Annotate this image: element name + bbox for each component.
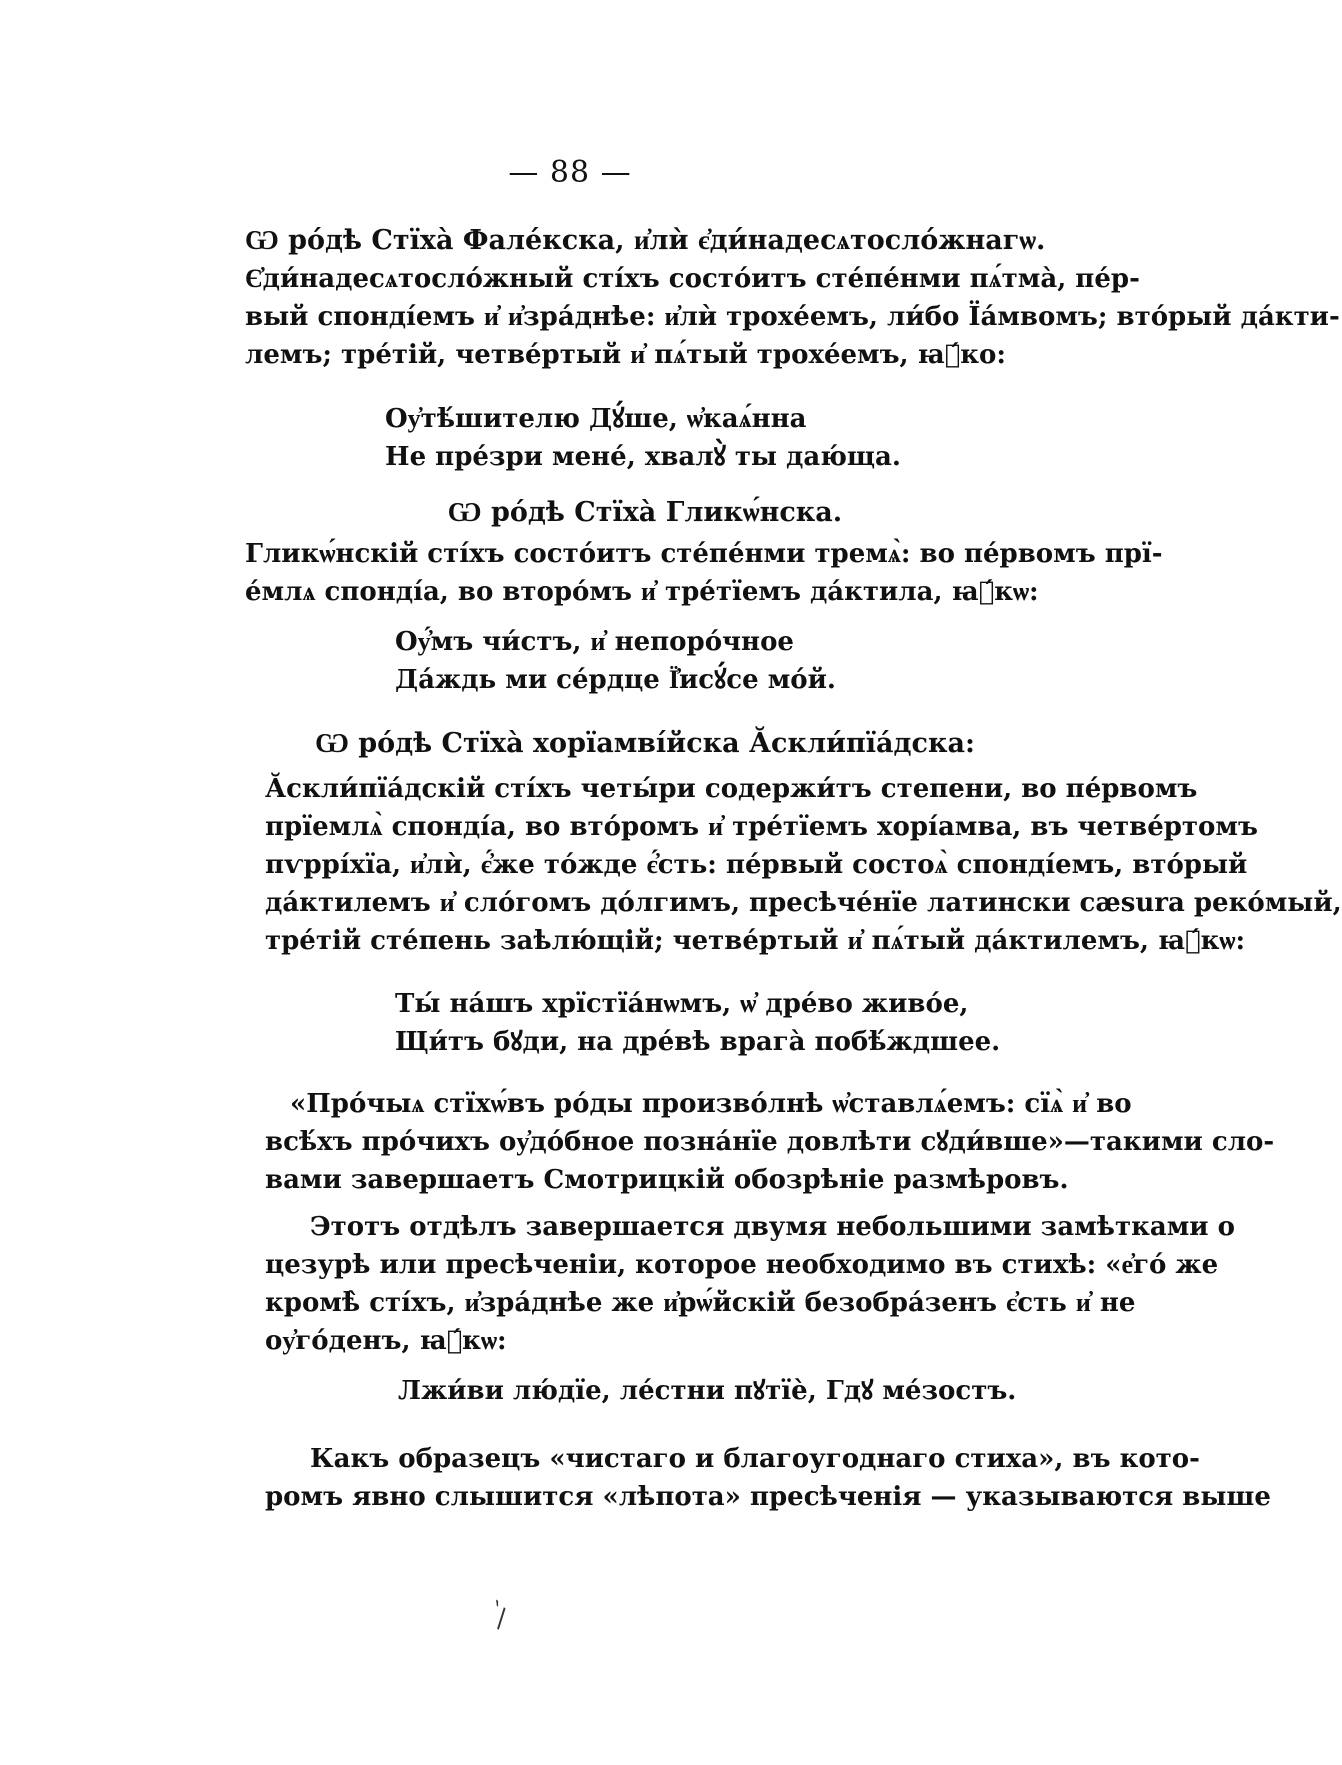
verse-example-caesura xyxy=(398,1372,1016,1410)
text-line: Этотъ отдѣлъ завершается двумя небольшими замѣтками о xyxy=(310,1212,1235,1242)
text-line: ромъ явно слышится «лѣпота» пресѣченія — указываются выше xyxy=(265,1482,1271,1512)
text-line: вый спонді́емъ и҆ и҆зра́днѣе: и҆лѝ трохе́емъ, ли́бо Їа́мвомъ; вто́рый да́кти- xyxy=(245,302,1340,332)
section-heading-glyconic: Ѡ ро́дѣ Стїха̀ Гликѡ́нска. xyxy=(447,497,843,528)
verse-line: Ты́ на́шъ хрїстїа́нѡмъ, ѡ҆ дре́во живо́е, xyxy=(395,989,969,1019)
text-line: кромѣ̀ сті́хъ, и҆зра́днѣе же и҆рѡ́йскій безобра́зенъ є҆сть и҆ не xyxy=(265,1288,1136,1318)
verse-line: Щи́тъ бꙋди, на дре́вѣ врага̀ побѣ́ждшее. xyxy=(395,1027,1001,1057)
text-line: прїемлѧ̀ спонді́а, во вто́ромъ и҆ тре́тїемъ хорі́амва, въ четве́ртомъ xyxy=(265,812,1258,842)
section-heading-falecian: Ѡ ро́дѣ Стїха̀ Фале́кска, и҆лѝ є҆ди́надесѧтосло́жнагѡ. xyxy=(245,225,1046,256)
stray-ink-mark: ˋ\ xyxy=(478,1596,514,1634)
text-line: всѣ́хъ про́чихъ оу҆до́бное позна́нїе довлѣти сꙋди́вше»—такими сло- xyxy=(265,1127,1275,1157)
verse-line: Оу҆тѣ́шителю Дꙋ́ше, ѡ҆каѧ́нна xyxy=(385,404,807,434)
paragraph-falecian xyxy=(245,260,1340,374)
paragraph-asclepiad xyxy=(265,770,1342,960)
text-line: е́млѧ спонді́а, во второ́мъ и҆ тре́тїемъ да́ктила, ꙗ҆́кѡ: xyxy=(245,577,1039,607)
verse-example-glyconic xyxy=(395,623,836,699)
text-line: Є҆ди́надесѧтосло́жный сті́хъ состо́итъ сте́пе́нми пѧ́тма̀, пе́р- xyxy=(245,264,1140,294)
text-line: Какъ образецъ «чистаго и благоугоднаго стиха», въ кото- xyxy=(310,1444,1200,1474)
text-line: Ӑскли́пїа́дскій сті́хъ четы́ри содержи́тъ степени, во пе́рвомъ xyxy=(265,774,1198,804)
text-line: тре́тій сте́пень заѣлю́щій; четве́ртый и҆ пѧ́тый да́ктилемъ, ꙗ҆́кѡ: xyxy=(265,926,1246,956)
paragraph-glyconic xyxy=(245,535,1163,611)
verse-example-falecian xyxy=(385,400,901,476)
text-line: да́ктилемъ и҆ сло́гомъ до́лгимъ, пресѣче́нїе латински cæsura реко́мый, xyxy=(265,888,1342,918)
text-line: вами завершаетъ Смотрицкій обозрѣніе размѣровъ. xyxy=(265,1165,1069,1195)
commentary-paragraph-2 xyxy=(265,1208,1235,1360)
text-line: «Про́чыѧ стїхѡ́въ ро́ды произво́лнѣ ѡ҆ставлѧ́емъ: сїѧ̀ и҆ во xyxy=(290,1089,1132,1119)
page-number: — 88 — xyxy=(508,155,632,190)
text-line: оу҆го́денъ, ꙗ҆́кѡ: xyxy=(265,1326,507,1356)
verse-line: Лжи́ви лю́дїе, ле́стни пꙋтїѐ, Гдꙋ ме́зостъ. xyxy=(398,1376,1017,1406)
text-line: лемъ; тре́тій, четве́ртый и҆ пѧ́тый трохе́емъ, ꙗ҆́ко: xyxy=(245,340,1006,370)
verse-line: Да́ждь ми се́рдце Ї҆исꙋ́се мо́й. xyxy=(395,665,836,695)
commentary-paragraph-1 xyxy=(265,1085,1275,1199)
commentary-paragraph-3 xyxy=(265,1440,1271,1516)
text-line: цезурѣ или пресѣченіи, которое необходимо въ стихѣ: «е҆го́ же xyxy=(265,1250,1219,1280)
verse-line: Оу҆́мъ чи́стъ, и҆ непоро́чное xyxy=(395,627,794,657)
verse-line: Не пре́зри мене́, хвалꙋ̀ ты даю́ща. xyxy=(385,442,901,472)
text-line: пѵррі́хїа, и҆лѝ, є҆́же то́жде є҆́сть: пе́рвый состоѧ̀ спонді́емъ, вто́рый xyxy=(265,850,1248,880)
section-heading-asclepiad: Ѡ ро́дѣ Стїха̀ хорїамві́йска Ӑскли́пїа́дска: xyxy=(315,728,975,759)
text-line: Гликѡ́нскій сті́хъ состо́итъ сте́пе́нми тремѧ̀: во пе́рвомъ прї- xyxy=(245,539,1163,569)
verse-example-asclepiad xyxy=(395,985,1000,1061)
